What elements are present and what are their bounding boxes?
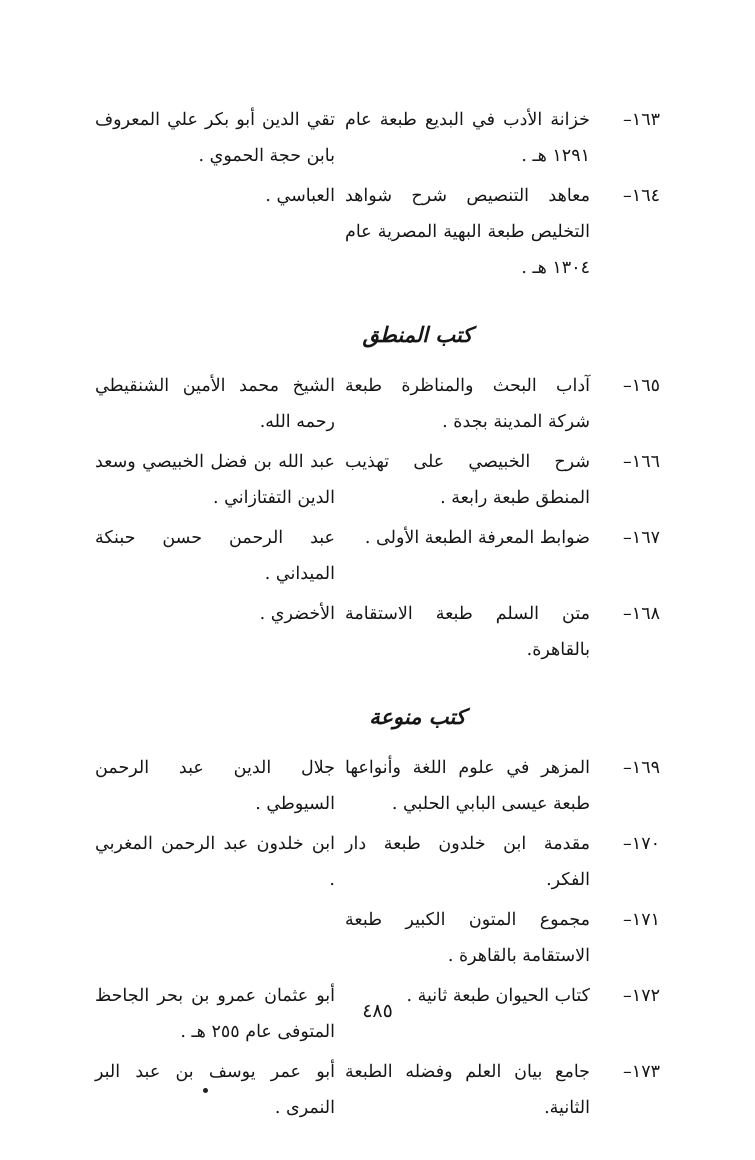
book-title: ضوابط المعرفة الطبعة الأولى .: [364, 528, 590, 548]
entry-number: ١٦٧–: [623, 528, 660, 548]
entry-164: [95, 178, 660, 286]
entry-number: ١٦٦–: [623, 452, 660, 472]
entry-165: [95, 368, 660, 440]
entry-number: ١٧١–: [623, 910, 660, 930]
book-title: شرح الخبيصي على تهذيب المنطق طبعة رابعة .: [345, 452, 590, 508]
book-author: الشيخ محمد الأمين الشنقيطي رحمه الله.: [95, 376, 335, 432]
section-title-logic: كتب المنطق: [362, 322, 473, 347]
entry-number: ١٦٥–: [623, 376, 660, 396]
entry-number: ١٧٢–: [623, 986, 660, 1006]
entry-166: [95, 444, 660, 516]
bibliography-page: [95, 102, 660, 1130]
entry-number: ١٧٣–: [623, 1062, 660, 1082]
book-title: جامع بيان العلم وفضله الطبعة الثانية.: [345, 1062, 590, 1118]
book-title: مقدمة ابن خلدون طبعة دار الفكر.: [345, 834, 590, 890]
entry-167: [95, 520, 660, 592]
book-title: آداب البحث والمناظرة طبعة شركة المدينة بجدة .: [345, 376, 590, 432]
book-author: أبو عمر يوسف بن عبد البر النمرى .: [95, 1062, 335, 1118]
book-author: العباسي .: [265, 186, 335, 206]
ink-speck: [203, 1088, 208, 1093]
book-title: معاهد التنصيص شرح شواهد التخليص طبعة البهية المصرية عام ١٣٠٤ هـ .: [345, 186, 590, 278]
book-title: المزهر في علوم اللغة وأنواعها طبعة عيسى البابي الحلبي .: [345, 758, 590, 814]
entry-169: [95, 750, 660, 822]
entry-168: [95, 596, 660, 668]
book-author: تقي الدين أبو بكر علي المعروف بابن حجة الحموي .: [95, 110, 335, 166]
book-title: متن السلم طبعة الاستقامة بالقاهرة.: [345, 604, 590, 660]
book-title: مجموع المتون الكبير طبعة الاستقامة بالقاهرة .: [345, 910, 590, 966]
book-author: ابن خلدون عبد الرحمن المغربي .: [95, 834, 335, 890]
entry-number: ١٧٠–: [623, 834, 660, 854]
entry-171: [95, 902, 660, 974]
entry-number: ١٦٨–: [623, 604, 660, 624]
book-author: عبد الرحمن حسن حبنكة الميداني .: [95, 528, 335, 584]
entry-number: ١٦٣–: [623, 110, 660, 130]
entry-number: ١٦٩–: [623, 758, 660, 778]
book-author: جلال الدين عبد الرحمن السيوطي .: [95, 758, 335, 814]
entry-173: [95, 1054, 660, 1126]
book-author: الأخضري .: [259, 604, 335, 624]
page-number: ٤٨٥: [362, 1000, 393, 1022]
book-title: خزانة الأدب في البديع طبعة عام ١٢٩١ هـ .: [345, 110, 590, 166]
entry-number: ١٦٤–: [623, 186, 660, 206]
book-title: كتاب الحيوان طبعة ثانية .: [406, 986, 590, 1006]
book-author: عبد الله بن فضل الخبيصي وسعد الدين التفتازاني .: [95, 452, 335, 508]
entry-163: [95, 102, 660, 174]
book-author: أبو عثمان عمرو بن بحر الجاحظ المتوفى عام ٢٥٥ هـ .: [95, 986, 335, 1042]
section-title-misc: كتب منوعة: [369, 704, 466, 729]
entry-170: [95, 826, 660, 898]
